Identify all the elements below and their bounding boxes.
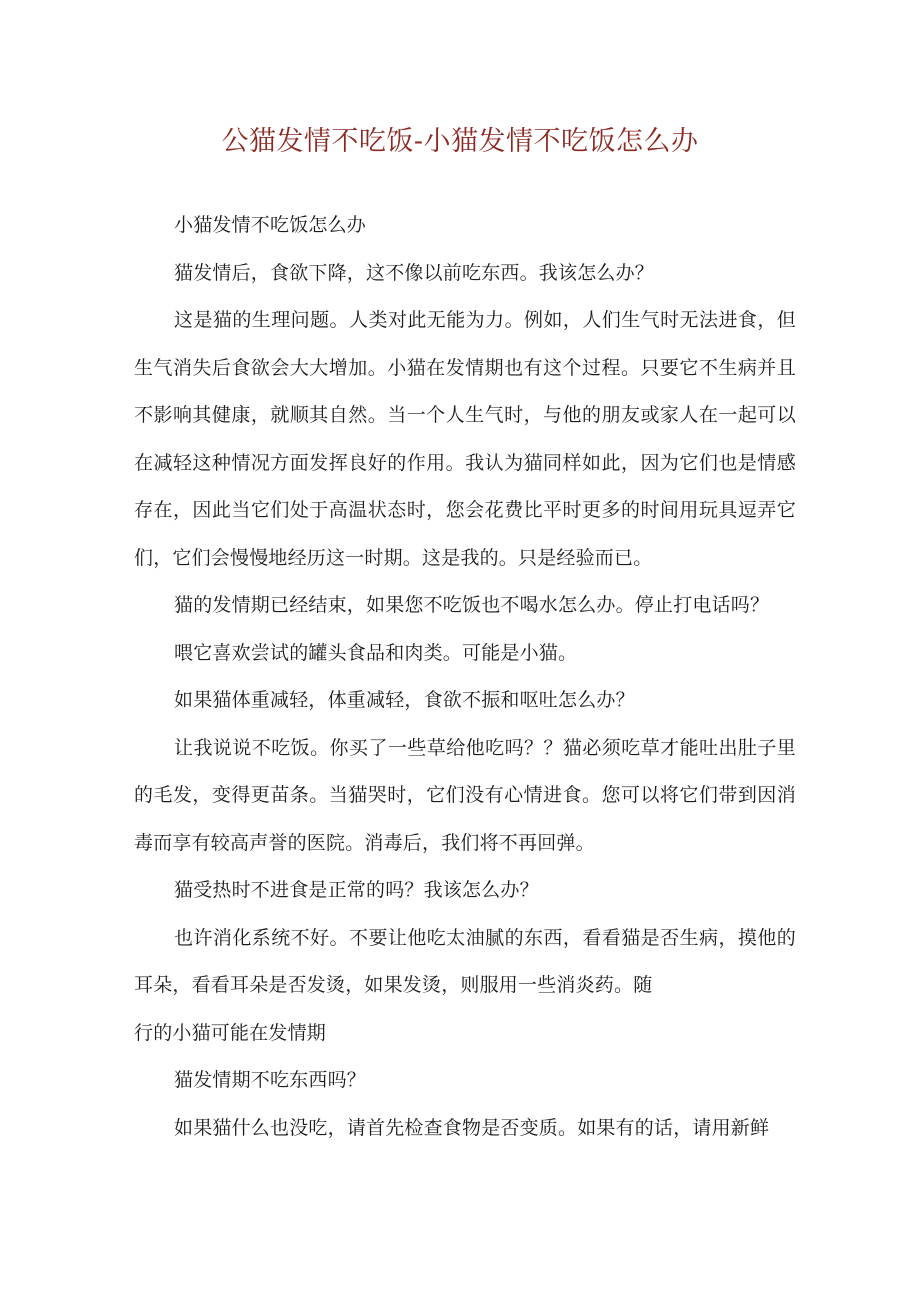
paragraph: 猫受热时不进食是正常的吗？我该怎么办？	[174, 879, 539, 901]
paragraph: 如果猫什么也没吃，请首先检查食物是否变质。如果有的话，请用新鲜	[174, 1116, 770, 1139]
paragraph: 小猫发情不吃饭怎么办	[174, 214, 367, 236]
paragraph: 猫的发情期已经结束，如果您不吃饭也不喝水怎么办。停止打电话吗？	[174, 594, 770, 616]
paragraph: 猫发情期不吃东西吗？	[174, 1069, 367, 1091]
document-body	[134, 202, 796, 1152]
paragraph: 也许消化系统不好。不要让他吃太油腻的东西，看看猫是否生病，摸他的耳朵，看看耳朵是否发烫，如果发烫，则服用一些消炎药。随	[134, 926, 796, 996]
paragraph: 这是猫的生理问题。人类对此无能为力。例如，人们生气时无法进食，但生气消失后食欲会大大增加。小猫在发情期也有这个过程。只要它不生病并且不影响其健康，就顺其自然。当一个人生气时，与他的朋友或家人在一起可以在减轻这种情况方面发挥良好的作用。我认为猫同样如此，因为它们也是情感存在，因此当它们处于高温状态时，您会花费比平时更多的时间用玩具逗弄它们，它们会慢慢地经历这一时期。这是我的。只是经验而已。	[134, 309, 796, 569]
paragraph: 行的小猫可能在发情期	[134, 1021, 327, 1044]
document-title: 公猫发情不吃饭-小猫发情不吃饭怎么办	[221, 126, 699, 157]
paragraph: 让我说说不吃饭。你买了一些草给他吃吗？？猫必须吃草才能吐出肚子里的毛发，变得更苗条。当猫哭时，它们没有心情进食。您可以将它们带到因消毒而享有较高声誉的医院。消毒后，我们将不再回弹。	[134, 736, 796, 854]
paragraph: 如果猫体重减轻，体重减轻，食欲不振和呕吐怎么办？	[174, 689, 635, 711]
paragraph: 喂它喜欢尝试的罐头食品和肉类。可能是小猫。	[174, 641, 578, 664]
paragraph: 猫发情后，食欲下降，这不像以前吃东西。我该怎么办？	[174, 261, 655, 284]
